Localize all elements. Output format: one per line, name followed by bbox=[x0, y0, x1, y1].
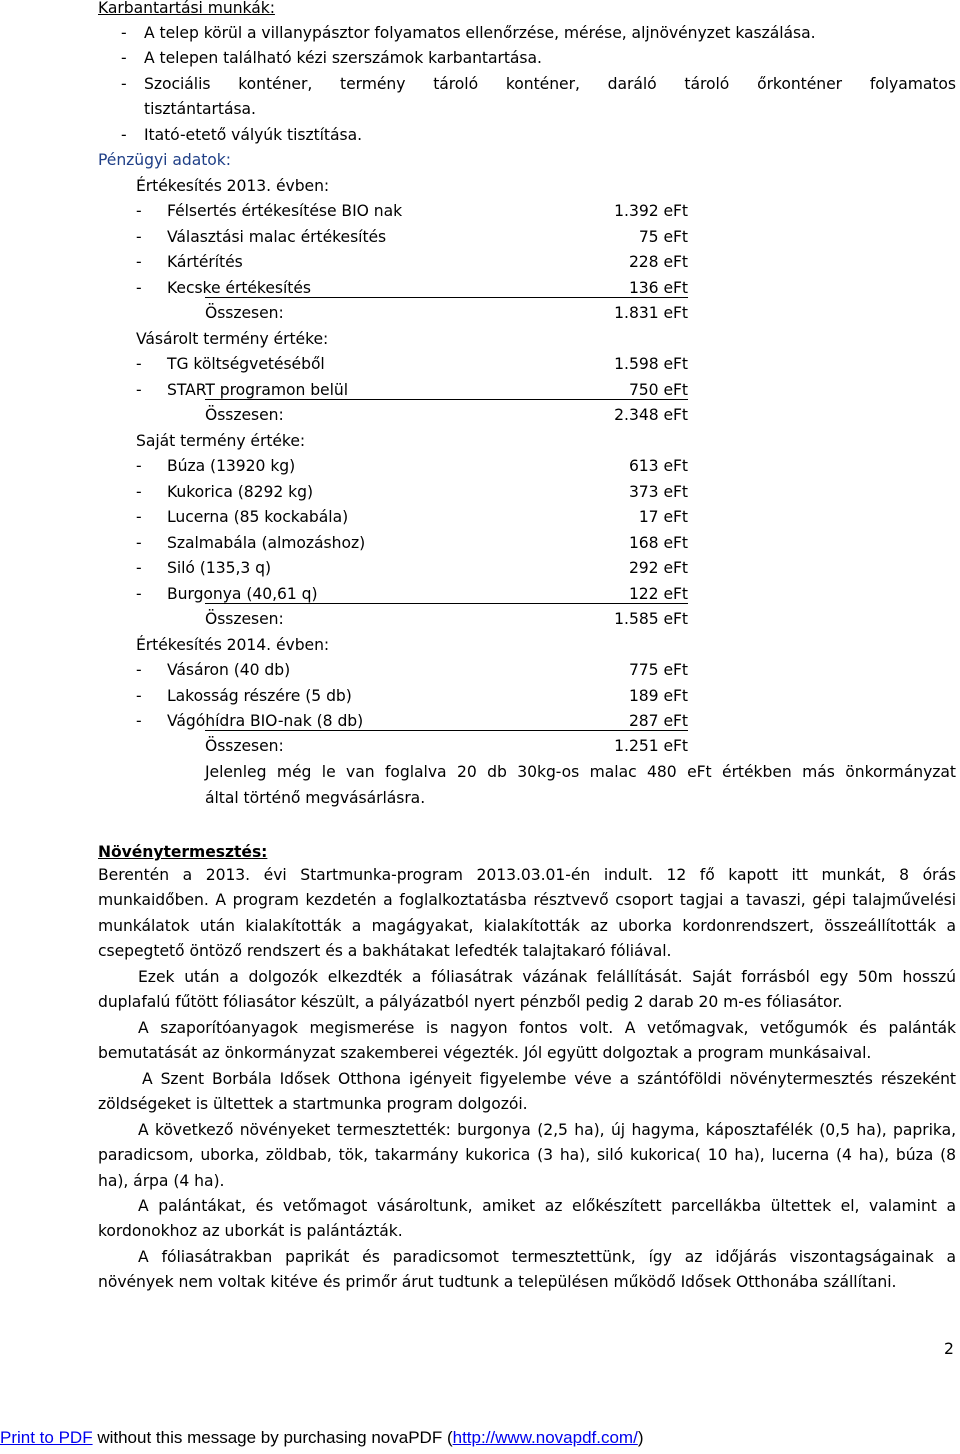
purchased-heading: Vásárolt termény értéke: bbox=[136, 330, 329, 348]
table-row: - TG költségvetéséből 1.598 eFt bbox=[136, 355, 688, 373]
table-row: - Kukorica (8292 kg) 373 eFt bbox=[136, 483, 688, 501]
table-row: - START programon belül 750 eFt bbox=[136, 381, 688, 399]
table-row: - Lucerna (85 kockabála) 17 eFt bbox=[136, 508, 688, 526]
paragraph: Ezek után a dolgozók elkezdték a fóliasátrak vázának felállítását. Saját forrásból egy 50m hosszú duplafalú fűtött fóliasátor készült, a pályázatból nyert pénzből pedig 2 darab 20 m-es fóliasátor. bbox=[98, 968, 956, 1012]
table-row: - Búza (13920 kg) 613 eFt bbox=[136, 457, 688, 475]
footer-text-end: ) bbox=[637, 1428, 644, 1447]
maintenance-heading: Karbantartási munkák: bbox=[98, 0, 275, 17]
total-row: Összesen: 1.585 eFt bbox=[205, 610, 688, 628]
paragraph: A fóliasátrakban paprikát és paradicsomot termesztettünk, így az időjárás viszontagságainak a növények nem voltak kitéve és primőr árut tudtunk a településen működő Idősek Otthonába szállítani. bbox=[98, 1248, 956, 1292]
crops-heading: Növénytermesztés: bbox=[98, 843, 268, 861]
table-row: - Választási malac értékesítés 75 eFt bbox=[136, 228, 688, 246]
table-row: - Félsertés értékesítése BIO nak 1.392 eFt bbox=[136, 202, 688, 220]
note-line: Jelenleg még le van foglalva 20 db 30kg-os malac 480 eFt értékben más önkormányzat bbox=[205, 763, 956, 781]
footer-banner bbox=[0, 1428, 643, 1448]
table-row: - Lakosság részére (5 db) 189 eFt bbox=[136, 687, 688, 705]
divider bbox=[205, 399, 688, 400]
table-row: - Kártérítés 228 eFt bbox=[136, 253, 688, 271]
own-crop-heading: Saját termény értéke: bbox=[136, 432, 306, 450]
paragraph: Berentén a 2013. évi Startmunka-program 2013.03.01-én indult. 12 fő kapott itt munkát, 8 órás munkaidőben. A program kezdetén a foglalkoztatásba résztvevő csoport tagjai a tavaszi, gépi talajművelési munkálatok után kialakították a magágyakat, kialakították az uborka kordonrendszert, összeállították a csepegtető öntöző rendszert és a bakhátakat lefedték talajtakaró fóliával. bbox=[98, 866, 956, 960]
table-row: - Vágóhídra BIO-nak (8 db) 287 eFt bbox=[136, 712, 688, 730]
divider bbox=[205, 730, 688, 731]
finance-heading: Pénzügyi adatok: bbox=[98, 151, 231, 169]
divider bbox=[205, 297, 688, 298]
table-row: - Szalmabála (almozáshoz) 168 eFt bbox=[136, 534, 688, 552]
divider bbox=[205, 603, 688, 604]
list-item: - A telep körül a villanypásztor folyamatos ellenőrzése, mérése, aljnövényzet kaszálása. bbox=[121, 24, 816, 42]
paragraph: A következő növényeket termesztették: burgonya (2,5 ha), új hagyma, káposztafélék (0,5 ha), paprika, paradicsom, uborka, zöldbab, tök, takarmány kukorica (3 ha), siló kukorica( 10 ha), lucerna (4 ha), búza (8 ha), árpa (4 ha). bbox=[98, 1121, 956, 1190]
table-row: - Siló (135,3 q) 292 eFt bbox=[136, 559, 688, 577]
paragraph: A Szent Borbála Idősek Otthona igényeit figyelembe véve a szántóföldi növénytermesztés részeként zöldségeket is ültettek a startmunka program dolgozói. bbox=[98, 1070, 956, 1114]
sales-2013-heading: Értékesítés 2013. évben: bbox=[136, 177, 330, 195]
sales-2014-heading: Értékesítés 2014. évben: bbox=[136, 636, 330, 654]
note-line: által történő megvásárlásra. bbox=[205, 789, 426, 807]
list-item-continuation: tisztántartása. bbox=[144, 100, 256, 118]
list-item: - Itató-etető vályúk tisztítása. bbox=[121, 126, 362, 144]
table-row: - Burgonya (40,61 q) 122 eFt bbox=[136, 585, 688, 603]
footer-text: without this message by purchasing novaPDF ( bbox=[92, 1428, 453, 1447]
list-item: - Szociális konténer, termény tároló konténer, daráló tároló őrkonténer folyamatos bbox=[121, 75, 956, 93]
total-row: Összesen: 2.348 eFt bbox=[205, 406, 688, 424]
table-row: - Vásáron (40 db) 775 eFt bbox=[136, 661, 688, 679]
total-row: Összesen: 1.251 eFt bbox=[205, 737, 688, 755]
novapdf-link[interactable]: http://www.novapdf.com/ bbox=[452, 1428, 638, 1447]
print-to-pdf-link[interactable]: Print to PDF bbox=[0, 1428, 93, 1447]
page-number: 2 bbox=[944, 1340, 954, 1358]
list-item: - A telepen található kézi szerszámok karbantartása. bbox=[121, 49, 542, 67]
table-row: - Kecske értékesítés 136 eFt bbox=[136, 279, 688, 297]
paragraph: A palántákat, és vetőmagot vásároltunk, amiket az előkészített parcellákba ültettek el, valamint a kordonokhoz az uborkát is palántázták. bbox=[98, 1197, 956, 1241]
total-row: Összesen: 1.831 eFt bbox=[205, 304, 688, 322]
paragraph: A szaporítóanyagok megismerése is nagyon fontos volt. A vetőmagvak, vetőgumók és palánták bemutatását az önkormányzat szakemberei végezték. Jól együtt dolgoztak a program munkásaival. bbox=[98, 1019, 956, 1063]
